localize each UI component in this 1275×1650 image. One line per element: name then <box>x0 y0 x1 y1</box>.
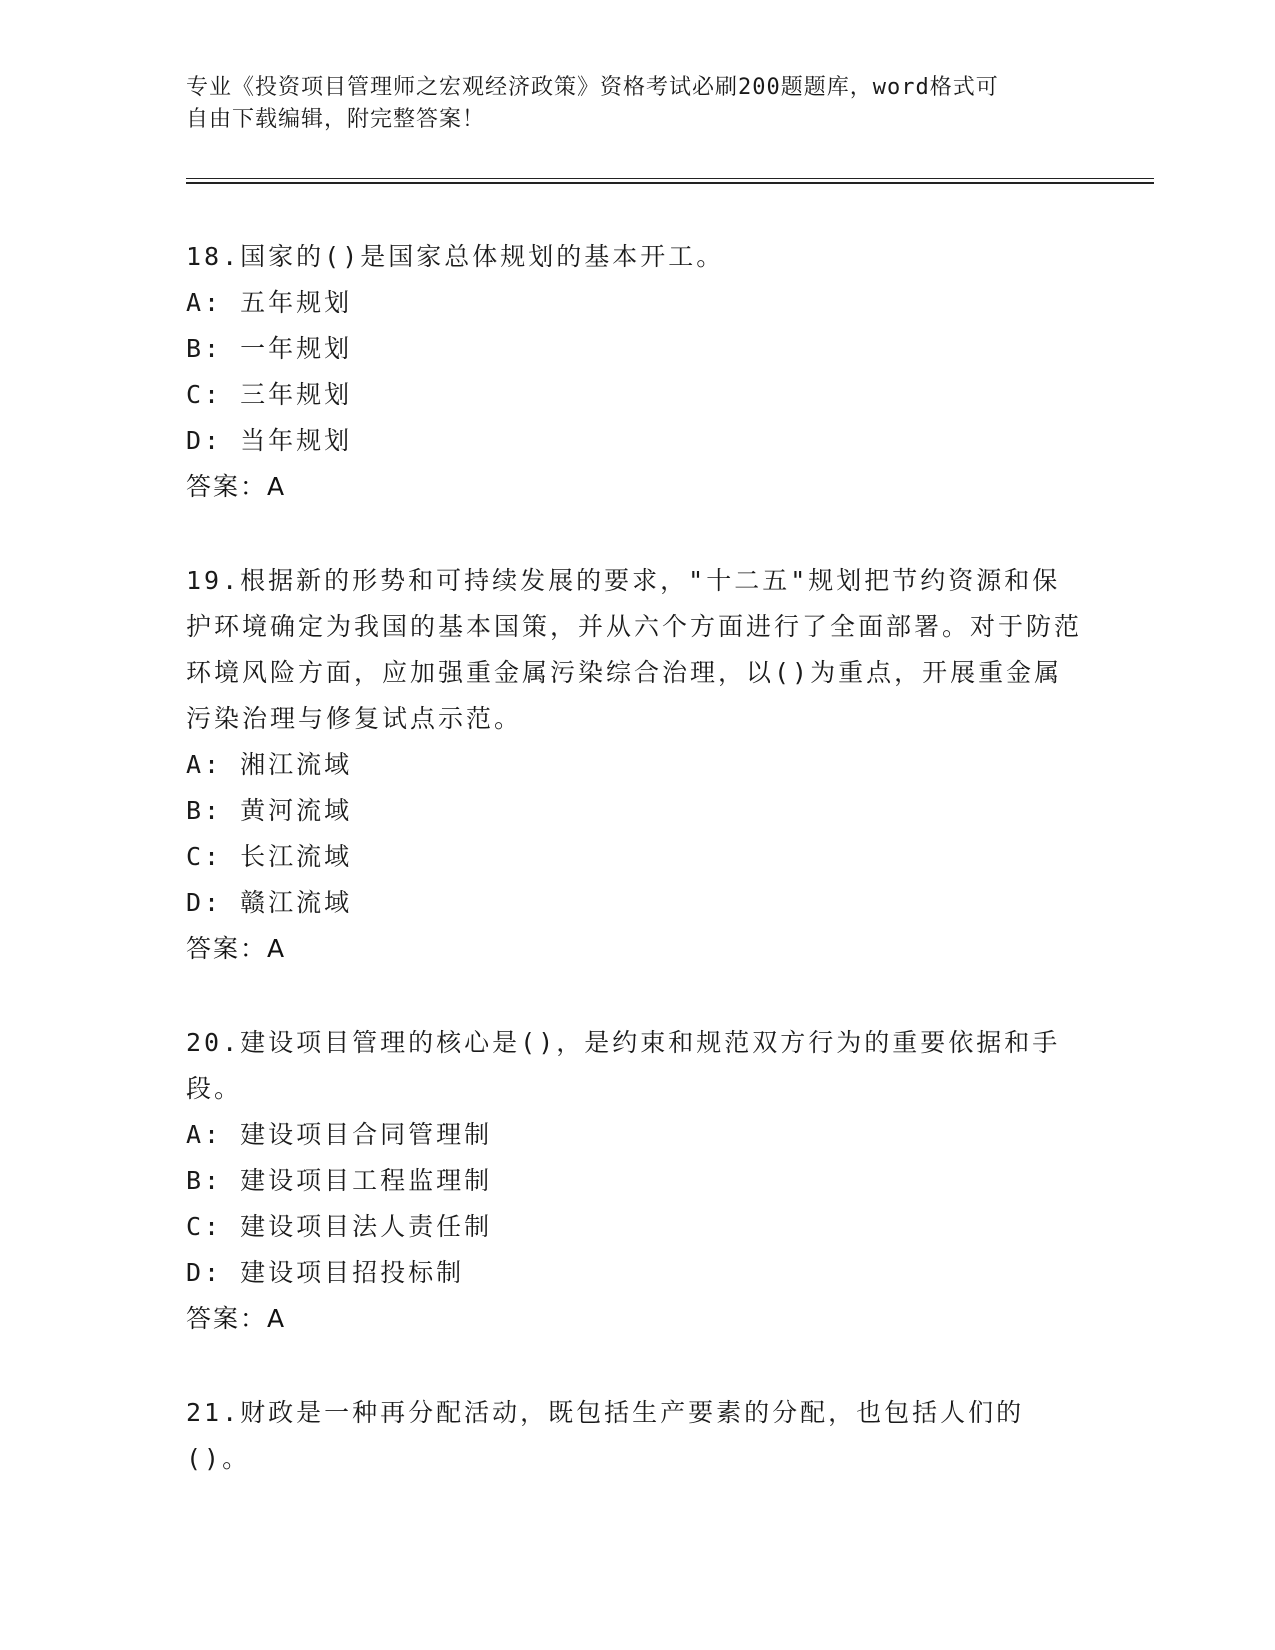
header-divider <box>186 178 1154 184</box>
option-d: D: 赣江流域 <box>186 888 353 917</box>
option-c: C: 长江流域 <box>186 842 353 871</box>
option-a: A: 湘江流域 <box>186 750 353 779</box>
question-text: 19.根据新的形势和可持续发展的要求，"十二五"规划把节约资源和保护环境确定为我国的基本国策，并从六个方面进行了全面部署。对于防范环境风险方面，应加强重金属污染综合治理，以()为重点，开展重金属污染治理与修复试点示范。 <box>186 566 1083 733</box>
question-text: 20.建设项目管理的核心是()，是约束和规范双方行为的重要依据和手段。 <box>186 1028 1061 1103</box>
option-c: C: 建设项目法人责任制 <box>186 1212 493 1241</box>
document-header <box>186 72 1066 136</box>
option-d: D: 建设项目招投标制 <box>186 1258 465 1287</box>
question-19 <box>186 558 1086 972</box>
question-text: 21.财政是一种再分配活动，既包括生产要素的分配，也包括人们的()。 <box>186 1398 1025 1473</box>
header-line-2: 自由下载编辑，附完整答案！ <box>186 107 486 132</box>
option-a: A: 五年规划 <box>186 288 353 317</box>
option-b: B: 一年规划 <box>186 334 353 363</box>
answer-label: 答案：A <box>186 934 287 963</box>
header-line-1: 专业《投资项目管理师之宏观经济政策》资格考试必刷200题题库，word格式可 <box>186 75 999 100</box>
option-d: D: 当年规划 <box>186 426 353 455</box>
answer-label: 答案：A <box>186 472 287 501</box>
option-a: A: 建设项目合同管理制 <box>186 1120 493 1149</box>
answer-label: 答案：A <box>186 1304 287 1333</box>
question-21 <box>186 1390 1086 1482</box>
question-20 <box>186 1020 1086 1342</box>
question-18 <box>186 234 1086 510</box>
option-b: B: 黄河流域 <box>186 796 353 825</box>
option-b: B: 建设项目工程监理制 <box>186 1166 493 1195</box>
option-c: C: 三年规划 <box>186 380 353 409</box>
question-list <box>186 234 1086 1530</box>
question-text: 18.国家的()是国家总体规划的基本开工。 <box>186 242 725 271</box>
